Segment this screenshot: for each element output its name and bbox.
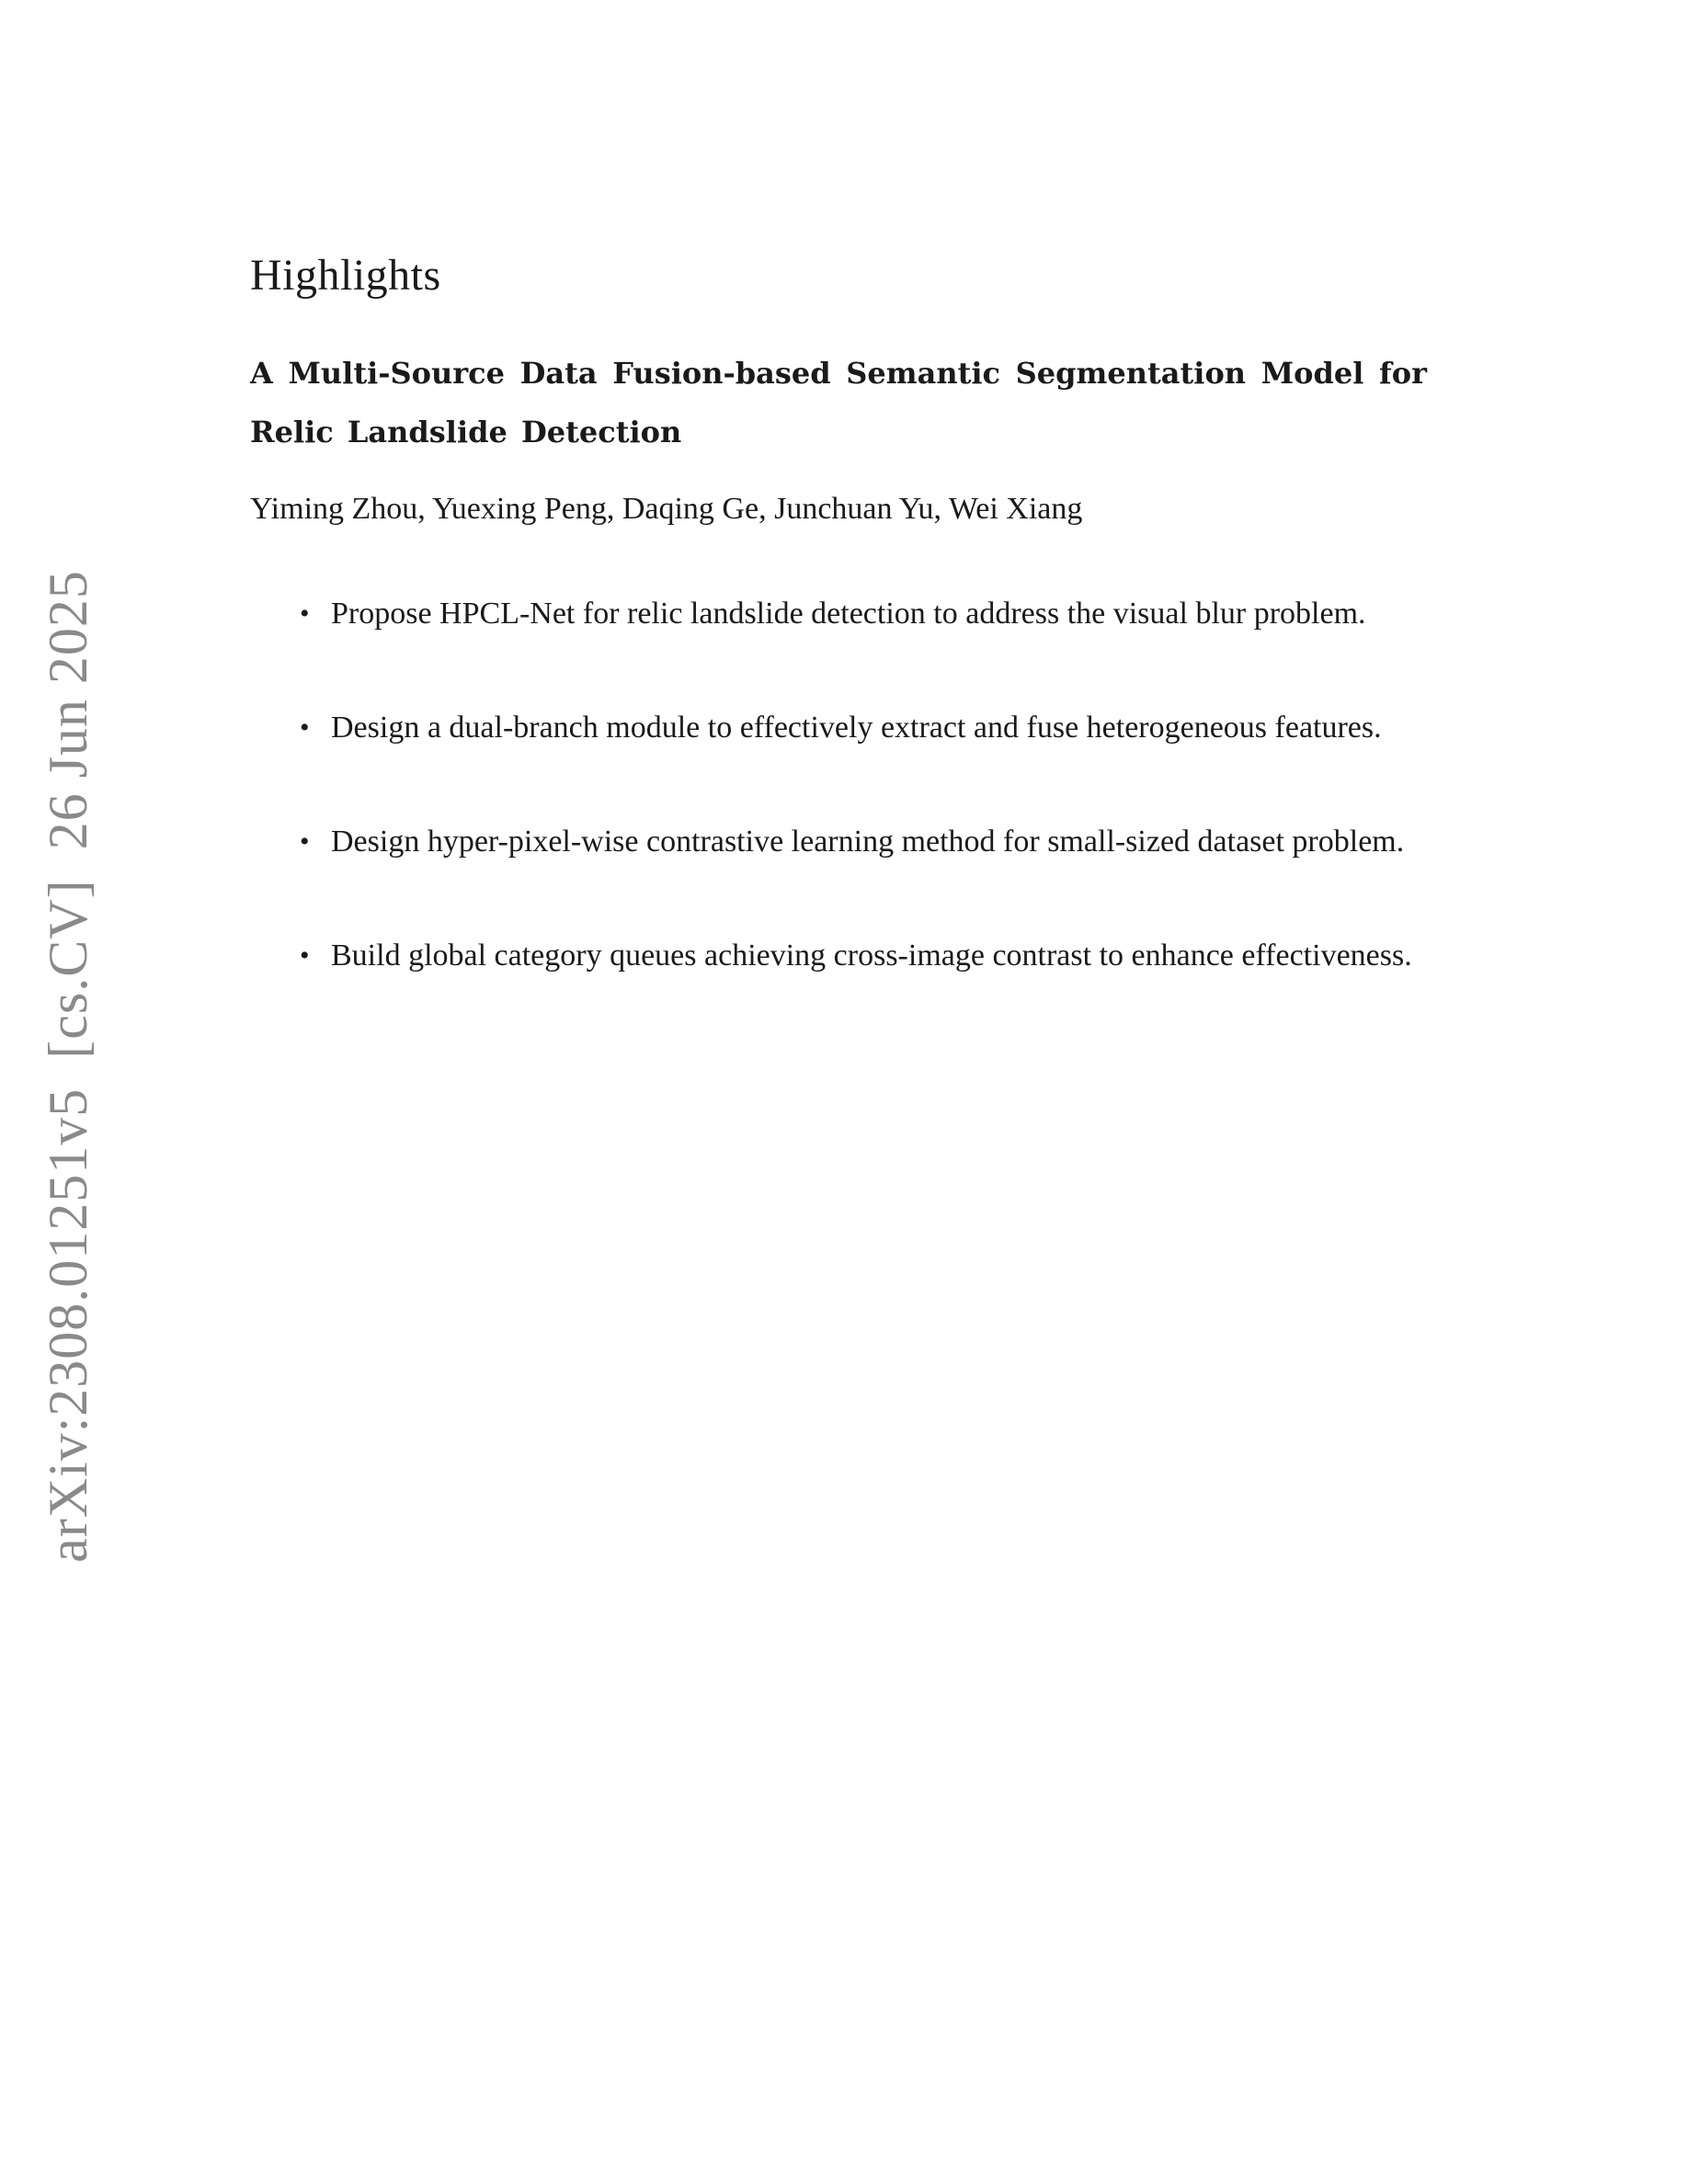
highlight-text: Propose HPCL-Net for relic landslide detection to address the visual blur problem. [331, 597, 1366, 631]
highlight-item [250, 927, 1427, 985]
highlight-list [250, 585, 1427, 985]
highlight-item [250, 813, 1427, 871]
author-list: Yiming Zhou, Yuexing Peng, Daqing Ge, Junchuan Yu, Wei Xiang [250, 492, 1083, 526]
highlights-heading: Highlights [250, 251, 441, 300]
arxiv-identifier: arXiv:2308.01251v5 [cs.CV] 26 Jun 2025 [38, 570, 98, 1563]
highlight-item [250, 585, 1427, 643]
bullet-icon: • [300, 598, 310, 629]
bullet-icon: • [300, 940, 310, 971]
bullet-icon: • [300, 712, 310, 743]
highlight-item [250, 699, 1427, 757]
paper-title: A Multi-Source Data Fusion-based Semantic Segmentation Model for Relic Landslide Detection [250, 356, 1427, 449]
highlight-text: Design a dual-branch module to effectively extract and fuse heterogeneous features. [331, 711, 1382, 745]
highlight-text: Build global category queues achieving cross-image contrast to enhance effectiveness. [331, 938, 1412, 973]
highlights-page [250, 248, 1427, 1041]
bullet-icon: • [300, 826, 310, 857]
highlight-text: Design hyper-pixel-wise contrastive learning method for small-sized dataset problem. [331, 825, 1405, 859]
